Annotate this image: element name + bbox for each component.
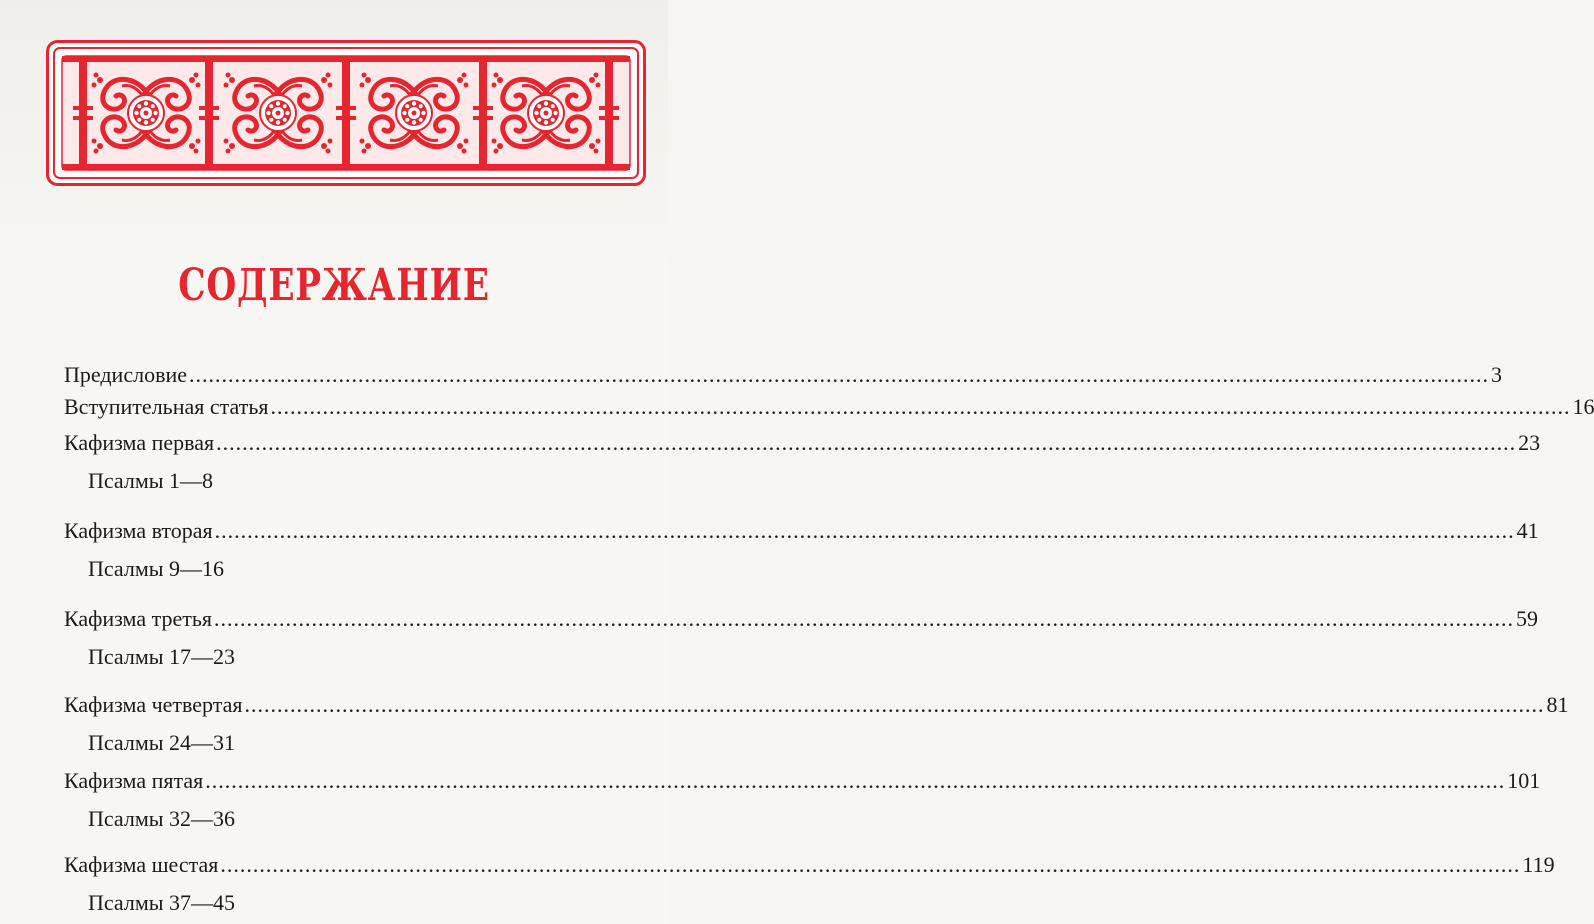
toc-page-number: 23 (1518, 430, 1541, 455)
toc-leader-dots: ........................................................................................................................................................................................................ (244, 692, 1545, 717)
toc-leader-dots: ........................................................................................................................................................................................................ (214, 606, 1515, 631)
toc-entry[interactable] (64, 394, 1594, 420)
toc-subentry: Псалмы 24—31 (88, 730, 236, 755)
toc-page-number: 101 (1507, 768, 1541, 793)
toc-leader-dots: ........................................................................................................................................................................................................ (189, 362, 1489, 387)
toc-subentry: Псалмы 17—23 (88, 644, 236, 669)
toc-page-number: 3 (1491, 362, 1502, 387)
toc-page-number: 81 (1546, 692, 1569, 717)
toc-entry-label: Предисловие (64, 362, 187, 387)
page-title: СОДЕРЖАНИЕ (178, 260, 490, 311)
toc-leader-dots: ........................................................................................................................................................................................................ (205, 768, 1506, 793)
toc-entry-label: Кафизма пятая (64, 768, 204, 793)
toc-entry-label: Кафизма шестая (64, 852, 219, 877)
toc-entry-label: Кафизма четвертая (64, 692, 243, 717)
toc-entry-label: Кафизма первая (64, 430, 215, 455)
toc-page-number: 16 (1572, 394, 1594, 419)
toc-entry[interactable] (64, 768, 1541, 794)
toc-entry[interactable] (64, 518, 1539, 544)
toc-entry-label: Вступительная статья (64, 394, 269, 419)
toc-subentry: Псалмы 32—36 (88, 806, 236, 831)
toc-entry[interactable] (64, 362, 1502, 388)
toc-entry-label: Кафизма третья (64, 606, 213, 631)
toc-entry[interactable] (64, 692, 1569, 718)
toc-entry[interactable] (64, 430, 1541, 456)
toc-subentry: Псалмы 9—16 (88, 556, 225, 581)
toc-entry[interactable] (64, 852, 1555, 878)
toc-leader-dots: ........................................................................................................................................................................................................ (220, 852, 1521, 877)
ornament-banner (46, 40, 646, 186)
toc-leader-dots: ........................................................................................................................................................................................................ (214, 518, 1515, 543)
toc-entry-label: Кафизма вторая (64, 518, 213, 543)
toc-leader-dots: ........................................................................................................................................................................................................ (216, 430, 1517, 455)
toc-entry[interactable] (64, 606, 1539, 632)
toc-subentry: Псалмы 1—8 (88, 468, 214, 493)
toc-subentry: Псалмы 37—45 (88, 890, 236, 915)
toc-page-number: 59 (1516, 606, 1539, 631)
toc-page-number: 119 (1522, 852, 1555, 877)
toc-page-number: 41 (1516, 518, 1539, 543)
toc-leader-dots: ........................................................................................................................................................................................................ (270, 394, 1571, 419)
